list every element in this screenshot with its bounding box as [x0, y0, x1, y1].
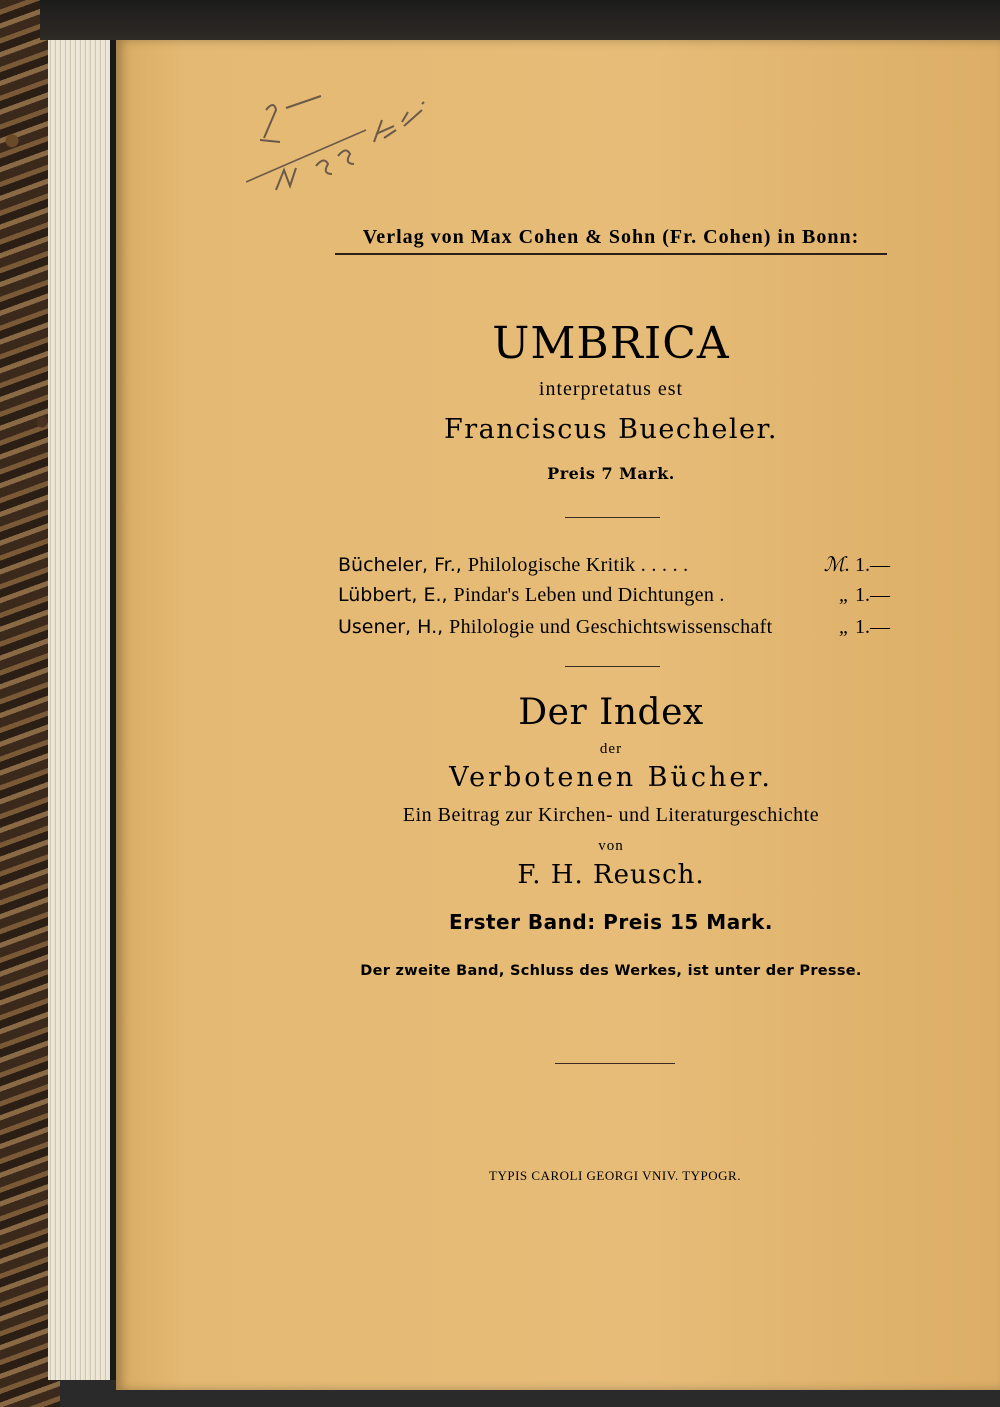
divider-rule — [565, 517, 660, 518]
list-item — [338, 552, 890, 584]
index-subtitle: Verbotenen Bücher. — [449, 762, 773, 793]
currency-mark: „ — [838, 616, 850, 638]
index-author: F. H. Reusch. — [517, 860, 705, 890]
printer-imprint: TYPIS CAROLI GEORGI VNIV. TYPOGR. — [489, 1168, 741, 1183]
index-first-volume: Erster Band: Preis 15 Mark. — [449, 910, 773, 934]
book-author: Bücheler, Fr., — [338, 554, 462, 576]
book-price: 1.— — [855, 584, 890, 606]
currency-mark: „ — [838, 584, 850, 606]
umbrica-price: Preis 7 Mark. — [547, 464, 675, 483]
currency-mark: ℳ. — [823, 554, 850, 576]
divider-rule — [555, 1063, 675, 1064]
list-item — [338, 584, 890, 616]
book-top-edge — [40, 0, 1000, 40]
book-list — [338, 552, 890, 648]
page-stack-edge — [48, 40, 116, 1380]
umbrica-author: Franciscus Buecheler. — [443, 414, 779, 445]
list-item — [338, 616, 890, 648]
publisher-line: Verlag von Max Cohen & Sohn (Fr. Cohen) in Bonn: — [335, 226, 887, 255]
index-von: von — [598, 838, 624, 854]
book-title: Philologie und Geschichtswissenschaft — [449, 616, 773, 638]
index-description: Ein Beitrag zur Kirchen- und Literaturgeschichte — [402, 804, 820, 826]
umbrica-subtitle: interpretatus est — [538, 378, 684, 400]
divider-rule — [565, 666, 660, 667]
umbrica-title: UMBRICA — [492, 318, 730, 369]
index-title: Der Index — [518, 692, 704, 733]
index-der: der — [599, 741, 623, 757]
book-title: Philologische Kritik . . . . . — [467, 554, 689, 576]
handwritten-pencil-note — [246, 90, 446, 200]
book-author: Usener, H., — [338, 616, 444, 638]
book-price: 1.— — [855, 616, 890, 638]
book-title: Pindar's Leben und Dichtungen . — [453, 584, 725, 606]
book-author: Lübbert, E., — [338, 584, 448, 606]
index-second-volume: Der zweite Band, Schluss des Werkes, ist unter der Presse. — [360, 963, 862, 979]
book-price: 1.— — [855, 554, 890, 576]
